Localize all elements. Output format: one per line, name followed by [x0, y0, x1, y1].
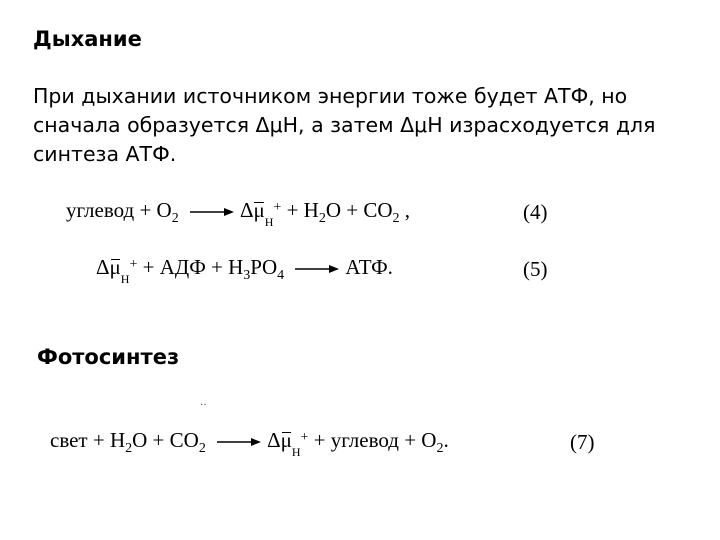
stray-mark: ··	[200, 400, 207, 411]
superscript: +	[273, 200, 282, 215]
mu-symbol: μ	[109, 255, 121, 279]
equation-5	[96, 257, 393, 285]
section-heading-photosynthesis: Фотосинтез	[37, 345, 180, 369]
eq4-products-cont: O + CO	[325, 198, 393, 222]
equation-7	[50, 430, 449, 458]
superscript: +	[129, 257, 138, 272]
subscript: 2	[125, 441, 133, 456]
subscript: H	[120, 272, 130, 286]
delta-symbol: Δ	[96, 255, 110, 279]
eq4-products: + H	[281, 198, 319, 222]
eq5-reactants: + АДФ + H	[137, 255, 244, 279]
subscript: 2	[171, 211, 179, 226]
equation-4	[66, 200, 410, 228]
superscript: +	[300, 430, 309, 445]
subscript: 2	[198, 441, 206, 456]
reaction-arrow	[190, 207, 234, 217]
delta-symbol: Δ	[267, 428, 281, 452]
subscript: H	[291, 445, 301, 459]
delta-symbol: Δ	[239, 198, 254, 222]
reaction-arrow	[295, 264, 339, 274]
eq7-reactants-cont: O + CO	[132, 428, 199, 452]
mu-symbol: μ	[253, 198, 265, 222]
equation-number-4: (4)	[523, 200, 548, 224]
punctuation: ,	[399, 198, 411, 222]
punctuation: .	[443, 428, 449, 452]
eq7-reactants: свет + H	[50, 428, 126, 452]
equation-number-5: (5)	[523, 257, 548, 281]
reaction-arrow	[217, 437, 261, 447]
eq4-reactants: углевод + O	[66, 198, 172, 222]
subscript: 2	[318, 211, 326, 226]
eq7-products: + углевод + O	[308, 428, 437, 452]
paragraph-line: сначала образуется ΔμН, а затем ΔμН израсходуется для	[33, 113, 656, 137]
section-heading-respiration: Дыхание	[33, 27, 142, 51]
subscript: 2	[436, 441, 444, 456]
eq5-reactants-cont: PO	[250, 255, 278, 279]
subscript: H	[264, 215, 274, 229]
paragraph-line: При дыхании источником энергии тоже будет АТФ, но	[33, 84, 628, 108]
paragraph-line: синтеза АТФ.	[33, 142, 177, 166]
respiration-paragraph	[33, 82, 693, 169]
subscript: 4	[277, 268, 285, 283]
subscript: 3	[243, 268, 251, 283]
subscript: 2	[392, 211, 400, 226]
mu-symbol: μ	[280, 428, 292, 452]
eq5-product: АТФ.	[345, 255, 393, 279]
equation-number-7: (7)	[570, 430, 595, 454]
